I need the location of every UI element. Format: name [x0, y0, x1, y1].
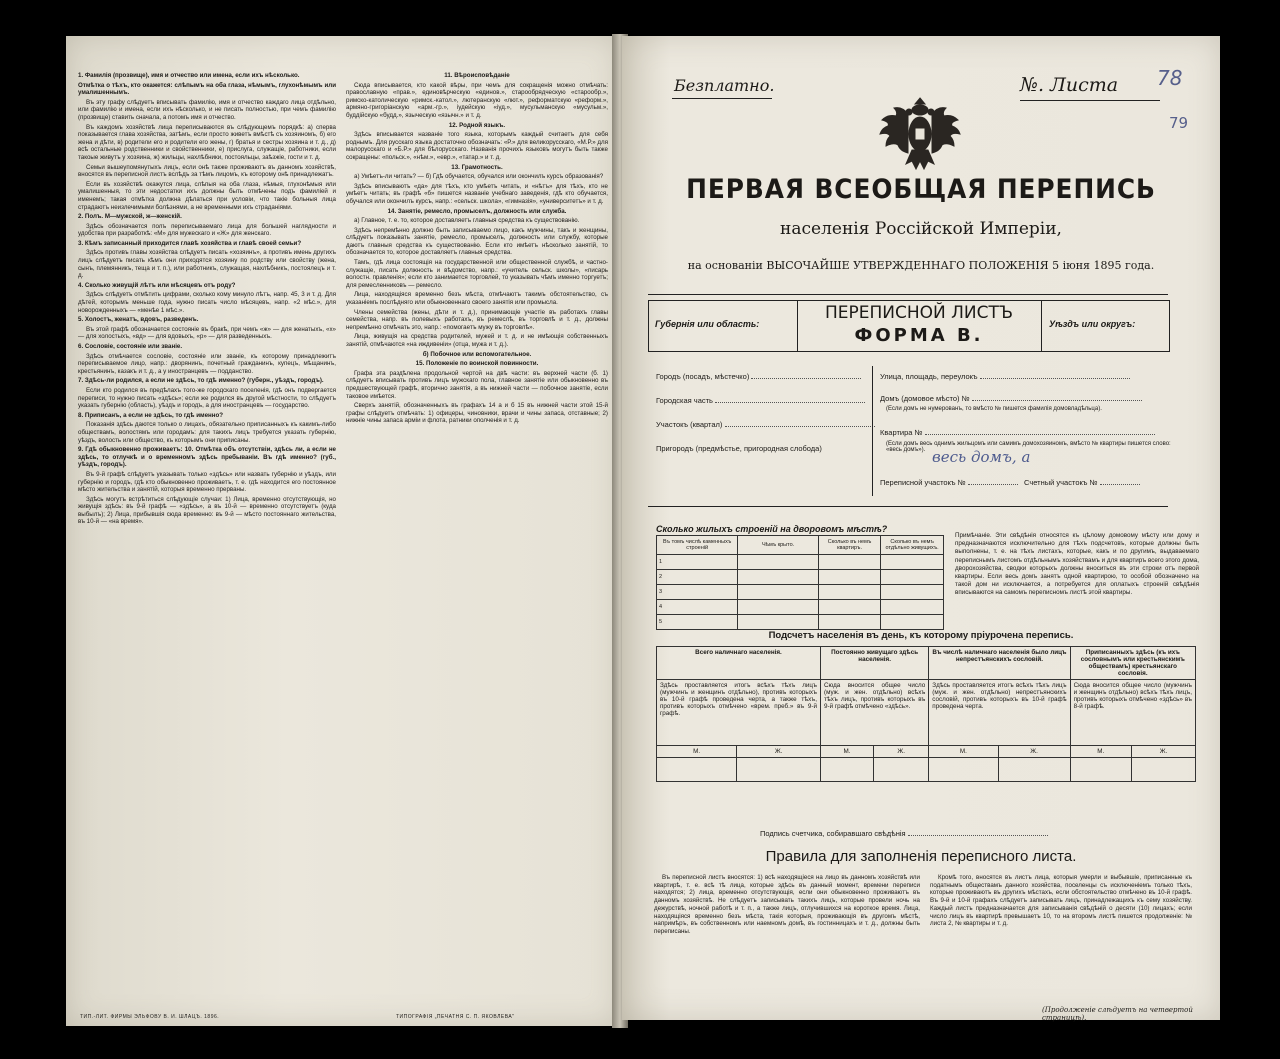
section-heading: 13. Грамотность.	[451, 163, 503, 171]
count-body-peasant: Сюда вносится общее число (мужчинъ и женщинъ отдѣльно) всѣхъ тѣхъ лицъ, противъ которыхъ отмѣчено «здѣсь» въ 8-й графѣ.	[1070, 680, 1195, 746]
population-count-title: Подсчетъ населенія въ день, къ которому пріурочена перепись.	[768, 630, 1074, 641]
street-field: Улица, площадь, переулокъ	[880, 372, 1130, 381]
count-head-permanent: Постоянно живущаго здѣсь населенія.	[820, 647, 928, 680]
paragraph: Здѣсь обозначается полъ переписываемаго лица для большей наглядности и удобства при разработкѣ: «М» для мужескаго и «Ж» для женскаго.	[78, 222, 336, 238]
paragraph: Семьи вышеупомянутыхъ лицъ, если онѣ также проживаютъ въ данномъ хозяйствѣ, вносятся въ переписной листъ вслѣдъ за тѣмъ лицомъ, къ которому онѣ принадлежатъ.	[78, 163, 336, 179]
form-header-box	[648, 300, 1170, 352]
population-count-table: Всего наличнаго населенія. Постоянно живущаго здѣсь населенія. Въ числѣ наличнаго населенія было лицъ непрестъянскихъ сословій. Приписанныхъ здѣсь (къ ихъ сословнымъ или крестьянскимъ обществамъ) крестьянскаго сословія. Здѣсь проставляется итогъ всѣхъ тѣхъ лицъ (мужчинъ и женщинъ отдѣльно), противъ которыхъ въ 10-й графѣ проведена черта, а также тѣхъ, противъ которыхъ отмѣчено «врем. преб.» въ 9-й графѣ. Сюда вносится общее число (муж. и жен. отдѣльно) всѣхъ тѣхъ лицъ, противъ которыхъ въ 9-й графѣ отмѣчено «здѣсь». Здѣсь проставляется итогъ всѣхъ тѣхъ лицъ (муж. и жен. отдѣльно) непрестъянскихъ сословій, противъ которыхъ въ 10-й графѣ проведена черта. Сюда вносится общее число (мужчинъ и женщинъ отдѣльно) всѣхъ тѣхъ лицъ, противъ которыхъ отмѣчено «здѣсь» въ 8-й графѣ. М. Ж. М. Ж. М. Ж. М. Ж.	[656, 646, 1196, 782]
paragraph: Члены семейства (жены, дѣти и т. д.), принимающіе участіе въ работахъ главы семейства, напр. въ полевыхъ работахъ, въ ремеслѣ, въ торговлѣ и т. д., должны непремѣнно отмѣчать это, напр.: «помогаетъ мужу въ торговлѣ».	[346, 308, 608, 331]
paragraph: Въ 9-й графѣ слѣдуетъ указывать только «здѣсь» или назвать губернію и уѣздъ, или губернію и городъ, гдѣ кто обыкновенно проживаетъ, т. е. гдѣ находится его постоянное мѣсто жительства и занятій, которыя временно прерваны.	[78, 470, 336, 494]
rules-column-1: Въ переписной листъ вносятся: 1) всѣ находящіеся на лицо въ данномъ хозяйствѣ или квартирѣ, т. е. всѣ тѣ лица, которые здѣсь въ данный момент, времени переписи находятся; 2) лица, временно отсутствующія, если они обыкновенно проживаютъ въ данномъ хозяйствѣ. Не слѣдуетъ записывать такихъ лицъ, которые провели ночь на дежурствѣ, ночной работѣ и т. п., а также лицъ, отлучившихся на короткое время. Лица, находящіяся временно безъ мѣста, такія которыя, проживающія въ другомъ мѣстѣ, напримѣръ, въ собственномъ или наемномъ домѣ, въ гостинницахъ и т. д., должны быть переписаны.	[654, 874, 920, 935]
right-page	[622, 36, 1220, 1020]
enumerator-signature-line: Подпись счетчика, собиравшаго свѣдѣнія	[760, 829, 1048, 838]
section-heading: 4. Сколько живущій лѣтъ или мѣсяцевъ отъ роду?	[78, 281, 236, 289]
count-head-peasant: Приписанныхъ здѣсь (къ ихъ сословнымъ или крестьянскимъ обществамъ) крестьянскаго сословія.	[1070, 647, 1195, 680]
form-name: ФОРМА В.	[854, 325, 984, 346]
left-footer-imprint: ТИП.-ЛИТ. ФИРМЫ ЭЛЬФОВУ В. И. ШЛАЦЪ. 1896.	[80, 1014, 220, 1020]
paragraph: Сверхъ занятій, обозначенныхъ въ графахъ 14 а и б 15 въ нижней части этой 15-й графы слѣдуетъ отмѣчать: 1) офицеры, чиновники, врачи и чины запаса, отставные; 2) нижніе чины запаса арміи и флота, ратники ополченія и т. д.	[346, 402, 608, 425]
section-heading: 2. Полъ. М—мужской, ж—женскій.	[78, 213, 182, 221]
section-heading: 3. Кѣмъ записанный приходится главѣ хозяйства и главѣ своей семьи?	[78, 239, 302, 247]
bld-header-separate: Сколько въ немъ отдѣльно живущихъ.	[881, 536, 944, 555]
paragraph: а) Умѣетъ-ли читать? — б) Гдѣ обучается, обучался или окончилъ курсъ образованія?	[354, 173, 604, 181]
city-part-field: Городская часть	[656, 396, 865, 405]
counting-district-field: Счетный участокъ №	[1024, 478, 1140, 487]
paragraph: Здѣсь непремѣнно должно быть записываемо лицо, какъ мужчины, такъ и женщины, слѣдуетъ показывать занятіе, ремесло, промыселъ, должность или службу, которые даютъ главныя средства къ существованію. Если кто имѣетъ нѣсколько занятій, то обозначается то, которое доставляетъ главныя средства.	[346, 226, 608, 257]
table-row: 1	[657, 555, 944, 570]
section-heading: 9. Гдѣ обыкновенно проживаетъ: 10. Отмѣтка объ отсутствіи, здѣсь ли, а если не здѣсь, то отлучкѣ и о временномъ здѣсь пребываніи. Въ гдѣ именно? (губ., уѣздъ, городъ).	[78, 446, 336, 469]
rules-title: Правила для заполненія переписного листа.	[765, 848, 1077, 865]
continuation-note: (Продолженіе слѣдуетъ на четвертой страницѣ).	[1042, 1006, 1193, 1022]
paragraph: Здѣсь слѣдуетъ отмѣтить цифрами, сколько кому минуло лѣтъ, напр. 45, 3 и т. д. Для дѣтей, которымъ меньше года, нужно писать число мѣсяцевъ, напр. «2 мѣс.», для новорожденныхъ — «менѣе 1 мѣс.».	[78, 291, 336, 314]
document-subtitle: населенія Россійской Имперіи,	[780, 219, 1062, 239]
free-of-charge-label: Безплатно.	[674, 76, 775, 95]
paragraph: Если кто родился въ предѣлахъ того-же городскаго поселенія, гдѣ онъ подвергается переписи, то нужно писать «здѣсь»; если же родился въ другой мѣстности, то слѣдуетъ указать губернію (область), уѣздъ и городъ, а для иностранцевъ — государство.	[78, 386, 336, 410]
paragraph: Здѣсь могутъ встрѣтиться слѣдующіе случаи: 1) Лица, временно отсутствующія, но живущія здѣсь: въ 9-й графѣ — «здѣсь», а въ 10-й — временно отсутствуетъ (куда выбылъ); 2) Лица, прибывшія сюда временно: въ 9-й — мѣсто постояннаго жительства, въ 10-й — «на время».	[78, 495, 336, 526]
section-heading: 12. Родной языкъ.	[448, 121, 506, 129]
section-heading: 14. Занятіе, ремесло, промыселъ, должность или служба.	[387, 207, 567, 215]
bld-header-stone: Въ томъ числѣ каменныхъ строеній	[657, 536, 738, 555]
section-heading: 15. Положеніе по воинской повинности.	[415, 360, 539, 368]
paragraph: Здѣсь отмѣчается сословіе, состояніе или званіе, къ которому принадлежитъ переписываемое лицо, напр.: дворянинъ, почетный гражданинъ, купецъ, мѣщанинъ, крестьянинъ, казакъ и т. д., а у иностранцевъ — подданство.	[78, 352, 336, 375]
paragraph: Лица, живущія на средства родителей, мужей и т. д. и не имѣющія собственныхъ занятій, отмѣчаются «на иждивеніи» (отца, мужа и т. д.).	[346, 333, 608, 348]
suburb-field: Пригородъ (предмѣстье, пригородная слобода)	[656, 444, 822, 453]
paragraph: Сюда вписывается, кто какой вѣры, при чемъ для сокращенія можно отмѣчать: православную «прав.», единовѣрческую «единов.», старообрядческую «старообр.», римско-католическую «римск.-катол.», лютеранскую «лют.», реформатскую «реформ.», армяно-григоріанскую «арм.-гр.», іудейскую «іуд.», мусульманскую «мусульм.», буддійскую «будд.», языческую «язычн.» и т. д.	[346, 81, 608, 119]
table-row: 5	[657, 615, 944, 630]
paragraph: Показанія здѣсь даются только о лицахъ, обязательно приписанныхъ къ какимъ-либо обществамъ, волостямъ или городамъ: для такихъ лицъ требуется указать губернію, уѣздъ, волость или общество, къ которымъ они приписаны.	[78, 421, 336, 444]
section-heading: 8. Приписанъ, а если не здѣсь, то гдѣ именно?	[78, 411, 224, 419]
handwritten-apartment-entry: весь домъ, а	[932, 448, 1031, 466]
count-head-nonpeasant: Въ числѣ наличнаго населенія было лицъ непрестъянскихъ сословій.	[929, 647, 1070, 680]
section-heading: Отмѣтка о тѣхъ, кто окажется: слѣпымъ на оба глаза, нѣмымъ, глухонѣмымъ или умалишеннымъ.	[78, 81, 336, 97]
paragraph: Графа эта раздѣлена продольной чертой на двѣ части: въ верхней части (б. 1) слѣдуетъ вписывать противъ лицъ мужскаго пола, главное занятіе или обыкновенно въ предшествующей графѣ, вторично занятія, а въ нижней части — побочное занятіе, если таковое имѣется.	[346, 369, 608, 400]
left-column-1	[78, 72, 336, 528]
quarter-field: Участокъ (квартал)	[656, 420, 875, 429]
left-column-2	[346, 72, 608, 427]
count-body-nonpeasant: Здѣсь проставляется итогъ всѣхъ тѣхъ лицъ (муж. и жен. отдѣльно) непрестъянскихъ сословій, противъ которыхъ въ 10-й графѣ проведена черта.	[929, 680, 1070, 746]
section-heading: 1. Фамилія (прозвище), имя и отчество или имена, если ихъ нѣсколько.	[78, 72, 300, 79]
table-row: 4	[657, 600, 944, 615]
legal-basis-line: на основаніи ВЫСОЧАЙШЕ УТВЕРЖДЕННАГО ПОЛОЖЕНІЯ 5 іюня 1895 года.	[687, 259, 1155, 272]
paragraph: Тамъ, гдѣ лица состоящія на государственной или общественной службѣ, и частно-служащіе, писать должность и вѣдомство, напр.: «учитель сельск. школы», «писарь волостн. правленія»; если кто занимается торговлей, то указывать чѣмъ именно торгуетъ; для ремесленниковъ — ремесло.	[346, 259, 608, 289]
count-body-permanent: Сюда вносится общее число (муж. и жен. отдѣльно) всѣхъ тѣхъ лицъ, противъ которыхъ въ 9-й графѣ отмѣчено «здѣсь».	[820, 680, 928, 746]
sheet-number-label: №. Листа	[1020, 74, 1119, 96]
left-page	[66, 36, 618, 1026]
city-field: Городъ (посадъ, мѣстечко)	[656, 372, 861, 381]
buildings-note: Примѣчаніе. Эти свѣдѣнія относятся къ цѣлому домовому мѣсту или дому и предназначаются исключительно для тѣхъ подсчетовъ, которые должны быть выполнены, т. е. на тѣхъ листахъ, которые, какъ и по другимъ, выдаваемаго переписнымъ листомъ отдѣльнымъ хозяйствамъ и для квартиръ всего этого дома, дворохозяйства, сводки которыхъ должны вноситься въ эти строки отъ первой квартиры. Если весь домъ занятъ одной квартирою, то особой обозначено на такой дом ни исключается, а потребуется для оплатыхъ строеній свѣдѣнія вписываются на самомъ переписномъ листѣ этой квартиры.	[955, 532, 1199, 597]
count-body-total: Здѣсь проставляется итогъ всѣхъ тѣхъ лицъ (мужчинъ и женщинъ отдѣльно), противъ которыхъ въ 10-й графѣ проведена черта, а также тѣхъ, противъ которыхъ отмѣчено «врем. преб.» въ 9-й графѣ.	[657, 680, 821, 746]
apartment-note: (Если домъ весь однимъ жильцомъ или самимъ домохозяиномъ, вмѣсто № квартиры пишется слово: «весь домъ»).	[886, 441, 1171, 453]
section-heading: 6. Сословіе, состояніе или званіе.	[78, 343, 183, 350]
paragraph: Въ этой графѣ обозначается состояніе въ бракѣ, при чемъ «ж» — для женатыхъ, «х» — для холостыхъ, «вд» — для вдовыхъ, «р» — для разведенныхъ.	[78, 325, 336, 341]
paragraph: Въ эту графу слѣдуетъ вписывать фамилію, имя и отчество каждаго лица отдѣльно, или фамилію и имена, если ихъ нѣсколько, и не писать полностью, при чемъ фамилію (прозвище) ставить сначала, а потомъ имя и отчество.	[78, 98, 336, 121]
imperial-eagle-emblem	[872, 92, 968, 174]
rules-column-2: Кромѣ того, вносятся въ листъ лица, которыя умерли и выбывшіе, приписанные къ податнымъ обществамъ данного хозяйства, поселенцы съ исключеніемъ только тѣхъ, которые проживаютъ въ другихъ мѣстахъ, если обстоятельство отмѣчено въ 10-й графѣ. Въ 9-й и 10-й графахъ слѣдуетъ записывать лицъ, принадлежащихъ къ сему хозяйству. Каждый листъ предназначается для записыванія свѣдѣній о десяти (10) лицахъ; если число лицъ въ квартирѣ превышаетъ 10, то на второмъ листѣ пишется продолженіе: № листа 2, № квартиры и т. д.	[930, 874, 1192, 928]
census-sheet-label: ПЕРЕПИСНОЙ ЛИСТЪ	[824, 303, 1014, 323]
section-heading: б) Побочное или вспомогательное.	[422, 350, 532, 358]
paragraph: Здѣсь противъ главы хозяйства слѣдуетъ писать «хозяинъ», а противъ имень другихъ лицъ слѣдуетъ писать кѣмъ они приходятся хозяину по родству или свойству (жена, сынъ, племянникъ, теща и т. п.), или работникъ, служащая, нахлѣбникъ, постоялецъ и т. д.	[78, 249, 336, 280]
census-district-field: Переписной участокъ №	[880, 478, 1018, 487]
buildings-table	[656, 535, 944, 630]
paragraph: Здѣсь вписывается названіе того языка, которымъ каждый считаетъ для себя роднымъ. Для русскаго языка достаточно обозначать: «Р.» для великорусскаго, «М.Р.» для малорусскаго и «Б.Р.» для бѣлорусскаго. Названія прочихъ языковъ могутъ быть также сокращены: «польск.», «нѣм.», «евр.», «татар.» и т. д.	[346, 131, 608, 161]
count-head-total: Всего наличнаго населенія.	[657, 647, 821, 680]
section-heading: 5. Холостъ, женатъ, вдовъ, разведенъ.	[78, 316, 199, 324]
apartment-field: Квартира №	[880, 428, 1155, 437]
handwritten-sheet-number-2: 79	[1169, 114, 1189, 132]
house-note: (Если домъ не нумерованъ, то вмѣсто № пишется фамилія домовладѣльца).	[886, 406, 1102, 412]
right-footer-imprint: ТИПОГРАФІЯ „ПЕЧАТНЯ С. П. ЯКОВЛЕВА"	[396, 1014, 515, 1020]
handwritten-sheet-number: 78	[1157, 66, 1183, 90]
paragraph: Если въ хозяйствѣ окажутся лица, слѣпыя на оба глаза, нѣмыя, глухонѣмыя или умалишенныя, то эти недостатки ихъ должны быть отмѣчены подъ фамиліей и именемъ; такая отмѣтка должна дѣлаться при условіи, что такіе больныя лица страдаютъ неизлечимыми болѣзнями, а не временными ихъ страданіями.	[78, 180, 336, 211]
buildings-question: Сколько жилыхъ строеній на дворовомъ мѣстѣ?	[656, 524, 888, 534]
bld-header-apartments: Сколько въ немъ квартиръ.	[818, 536, 880, 555]
district-label: Уѣздъ или округъ:	[1049, 319, 1136, 329]
province-label: Губернія или область:	[655, 319, 760, 329]
paragraph: Лица, находящіяся временно безъ мѣста, отмѣчаютъ такимъ обстоятельство, съ указаніемъ послѣдняго или обыкновеннаго своего занятія или промысла.	[346, 291, 608, 307]
document-title: ПЕРВАЯ ВСЕОБЩАЯ ПЕРЕПИСЬ	[686, 174, 1156, 205]
section-heading: 7. Здѣсь-ли родился, а если не здѣсь, то гдѣ именно? (губерн., уѣздъ, городъ).	[78, 377, 324, 385]
paragraph: а) Главное, т. е. то, которое доставляетъ главныя средства къ существованію.	[354, 217, 580, 225]
table-row: 3	[657, 585, 944, 600]
house-field: Домъ (домовое мѣсто) №	[880, 394, 1142, 403]
section-heading: 11. Вѣроисповѣданіе	[444, 72, 510, 79]
paragraph: Здѣсь вписываютъ «да» для тѣхъ, кто умѣетъ читать, и «нѣтъ» для тѣхъ, кто не умѣетъ читать; въ графѣ «б» пишется названіе учебнаго заведенія, гдѣ кто обучается, обучался или окончилъ курсъ, напр.: «сельск. школа», «гимназія», «университетъ» и т. д.	[346, 182, 608, 205]
table-row: 2	[657, 570, 944, 585]
bld-header-roof: Чѣмъ крыто.	[738, 536, 818, 555]
paragraph: Въ каждомъ хозяйствѣ лица переписываются въ слѣдующемъ порядкѣ: а) сперва показывается глава хозяйства, затѣмъ, если просто живетъ вмѣстѣ съ хозяиномъ, б) его жена и дѣти, в) родители его и родители его жены, г) братья и сестры хозяина и т. д., д) всѣ остальные родственники и свойственники, е) прислуга, служащіе, работники, если такоые живутъ у хозяина, ж) жильцы, нахлѣбники, постояльцы, заѣзжіе, гости и т. д.	[78, 123, 336, 161]
